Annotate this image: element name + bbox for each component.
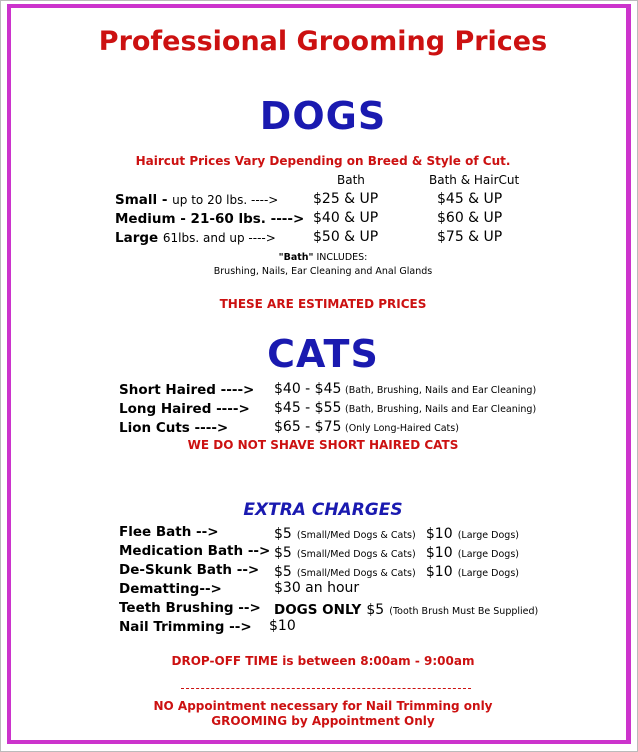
cat-short-haired-detail: (Bath, Brushing, Nails and Ear Cleaning) [345,385,537,396]
dropoff-time-note: DROP-OFF TIME is between 8:00am - 9:00am [171,654,475,668]
teeth-brushing-prices: DOGS ONLY $5 (Tooth Brush Must Be Supplied) [274,602,539,618]
bath-includes-label: "Bath" INCLUDES: [278,252,368,263]
cat-lion-cuts-price: $65 - $75 [274,419,342,435]
dog-size-large: Large 61lbs. and up ----> [115,230,276,246]
cat-long-haired-price: $45 - $55 [274,400,342,416]
cat-short-haired-label: Short Haired ----> [119,382,255,398]
dog-size-medium: Medium - 21-60 lbs. ----> [115,211,305,227]
de-skunk-bath-prices: $5 (Small/Med Dogs & Cats) $10 (Large Dogs) [274,564,519,580]
nail-trimming-price: $10 [269,618,296,634]
flee-bath-prices: $5 (Small/Med Dogs & Cats) $10 (Large Dogs) [274,526,519,542]
price-sheet [7,4,631,744]
cat-lion-cuts-label: Lion Cuts ----> [119,420,229,436]
cat-short-haired-price: $40 - $45 [274,381,342,397]
extra-charges-heading: EXTRA CHARGES [243,500,403,520]
teeth-brushing-label: Teeth Brushing --> [119,600,261,616]
bath-column-header: Bath [337,173,365,187]
nail-trimming-label: Nail Trimming --> [119,619,252,635]
haircut-column-header: Bath & HairCut [429,173,520,187]
cat-long-haired-detail: (Bath, Brushing, Nails and Ear Cleaning) [345,404,537,415]
dogs-heading: DOGS [259,94,387,138]
dematting-price: $30 an hour [274,580,360,596]
bath-includes-list: Brushing, Nails, Ear Cleaning and Anal Glands [213,266,433,277]
dog-size-small: Small - up to 20 lbs. ----> [115,192,279,208]
dog-medium-bath-price: $40 & UP [313,210,379,226]
no-shave-note: WE DO NOT SHAVE SHORT HAIRED CATS [187,438,459,452]
cat-long-haired-label: Long Haired ----> [119,401,250,417]
dog-medium-haircut-price: $60 & UP [437,210,503,226]
page-title: Professional Grooming Prices [98,26,548,57]
dog-large-haircut-price: $75 & UP [437,229,503,245]
cat-lion-cuts-detail: (Only Long-Haired Cats) [345,423,459,434]
medication-bath-label: Medication Bath --> [119,543,271,559]
dog-small-haircut-price: $45 & UP [437,191,503,207]
dog-large-bath-price: $50 & UP [313,229,379,245]
medication-bath-prices: $5 (Small/Med Dogs & Cats) $10 (Large Dogs) [274,545,519,561]
dog-small-bath-price: $25 & UP [313,191,379,207]
flee-bath-label: Flee Bath --> [119,524,219,540]
cats-heading: CATS [267,332,379,376]
appointment-only-note: GROOMING by Appointment Only [211,714,435,728]
nail-trimming-note: NO Appointment necessary for Nail Trimming only [153,699,493,713]
haircut-note: Haircut Prices Vary Depending on Breed & Style of Cut. [135,154,511,168]
estimated-prices-note: THESE ARE ESTIMATED PRICES [219,297,427,311]
dashed-divider [181,688,471,689]
dematting-label: Dematting--> [119,581,222,597]
de-skunk-bath-label: De-Skunk Bath --> [119,562,260,578]
